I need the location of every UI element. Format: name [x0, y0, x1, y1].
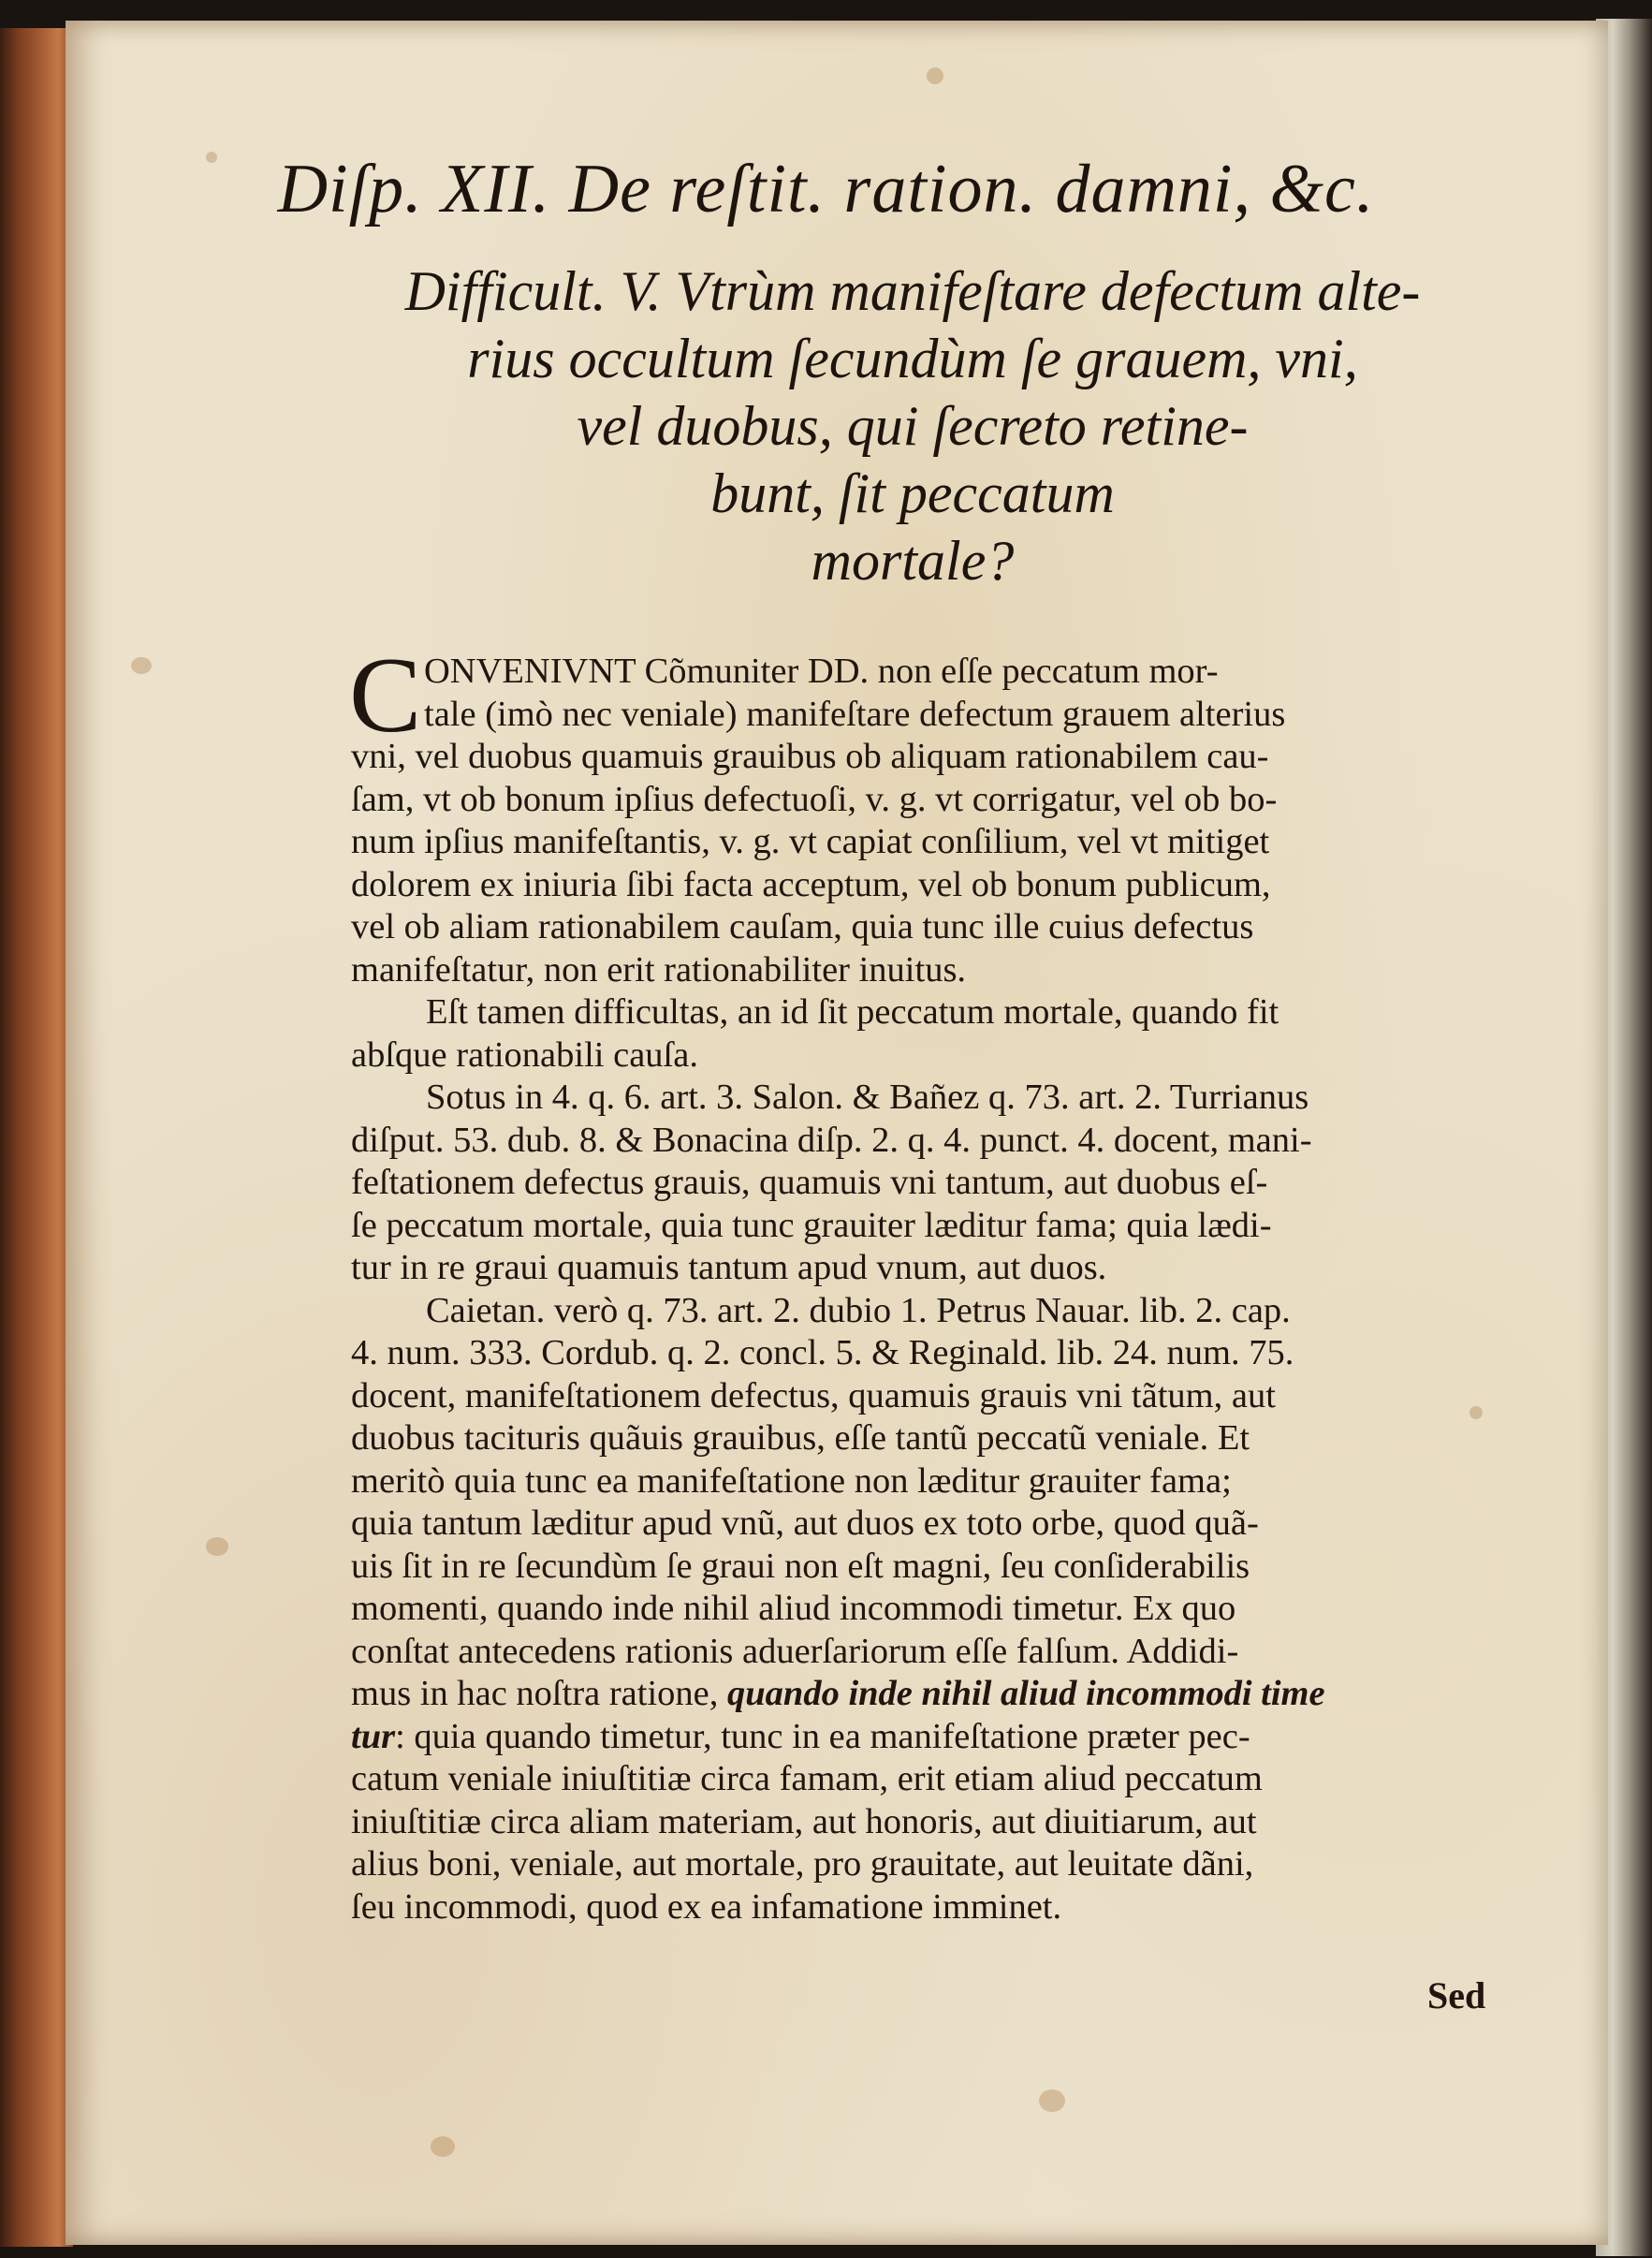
text-line: conſtat antecedens rationis aduerſariorum eſſe falſum. Addidi-: [351, 1631, 1239, 1671]
text-line: iniuſtitiæ circa aliam materiam, aut honoris, aut diuitiarum, aut: [351, 1801, 1257, 1841]
text-line: vni, vel duobus quamuis grauibus ob aliquam rationabilem cau-: [351, 737, 1269, 776]
drop-cap: C: [349, 636, 422, 755]
paragraph-3: [351, 1077, 1498, 1290]
foxing-spot: [206, 1537, 228, 1556]
text-line: quia tantum læditur apud vnũ, aut duos ex toto orbe, quod quã-: [351, 1503, 1259, 1543]
catchword: Sed: [1427, 1974, 1486, 2016]
paragraph-2: [351, 991, 1498, 1077]
text-run: mus in hac noſtra ratione,: [351, 1674, 727, 1713]
text-line: ſeu incommodi, quod ex ea infamatione imminet.: [351, 1886, 1062, 1927]
text-line: tale (imò nec veniale) manifeſtare defectum grauem alterius: [424, 694, 1286, 734]
running-header: Diſp. XII. De reſtit. ration. damni, &c.: [277, 151, 1375, 227]
text-line: duobus tacituris quãuis grauibus, eſſe tantũ peccatũ veniale. Et: [351, 1418, 1250, 1458]
text-line: [351, 1716, 1498, 1759]
text-line: catum veniale iniuſtitiæ circa famam, erit etiam aliud peccatum: [351, 1759, 1263, 1798]
text-line: manifeſtatur, non erit rationabiliter inuitus.: [351, 949, 967, 990]
text-line: num ipſius manifeſtantis, v. g. vt capiat conſilium, vel vt mitiget: [351, 822, 1270, 861]
text-line: meritò quia tunc ea manifeſtatione non læditur grauiter fama;: [351, 1460, 1232, 1501]
paragraph-1: [349, 636, 1498, 991]
text-line: vel ob aliam rationabilem cauſam, quia tunc ille cuius defectus: [351, 907, 1254, 946]
book-fore-edge-left: [0, 28, 73, 2247]
title-line: mortale?: [811, 530, 1015, 592]
text-line: Sotus in 4. q. 6. art. 3. Salon. & Bañez q. 73. art. 2. Turrianus: [426, 1078, 1309, 1117]
text-line: ſe peccatum mortale, quia tunc grauiter læditur fama; quia lædi-: [351, 1205, 1272, 1245]
text-line: Caietan. verò q. 73. art. 2. dubio 1. Petrus Nauar. lib. 2. cap.: [426, 1290, 1291, 1330]
text-line: feſtationem defectus grauis, quamuis vni tantum, aut duobus eſ-: [351, 1163, 1268, 1202]
foxing-spot: [431, 2136, 455, 2157]
text-line: ONVENIVNT Cõmuniter DD. non eſſe peccatum mor-: [424, 652, 1219, 691]
text-line: abſque rationabili cauſa.: [351, 1034, 698, 1075]
chapter-title: [309, 257, 1516, 594]
italic-run: tur: [351, 1716, 396, 1756]
italic-run: quando inde nihil aliud incommodi time: [727, 1674, 1325, 1713]
foxing-spot: [131, 657, 152, 674]
title-line: rius occultum ſecundùm ſe grauem, vni,: [467, 328, 1358, 389]
text-line: dolorem ex iniuria ſibi facta acceptum, vel ob bonum publicum,: [351, 864, 1271, 904]
title-line: bunt, ſit peccatum: [710, 462, 1115, 524]
paragraph-4: [351, 1290, 1498, 1929]
body-text: [349, 636, 1498, 1928]
text-line: 4. num. 333. Cordub. q. 2. concl. 5. & Reginald. lib. 24. num. 75.: [351, 1333, 1294, 1372]
text-line: docent, manifeſtationem defectus, quamuis grauis vni tãtum, aut: [351, 1375, 1276, 1415]
title-line: Difficult. V. Vtrùm manifeſtare defectum alte-: [404, 260, 1421, 322]
text-line: ſam, vt ob bonum ipſius defectuoſi, v. g. vt corrigatur, vel ob bo-: [351, 779, 1278, 819]
title-line: vel duobus, qui ſecreto retine-: [577, 395, 1249, 457]
text-line: diſput. 53. dub. 8. & Bonacina diſp. 2. q. 4. punct. 4. docent, mani-: [351, 1120, 1312, 1160]
text-line: Eſt tamen difficultas, an id ſit peccatum mortale, quando fit: [426, 992, 1279, 1032]
foxing-spot: [927, 67, 943, 84]
foxing-spot: [1039, 2089, 1065, 2112]
text-line: tur in re graui quamuis tantum apud vnum, aut duos.: [351, 1248, 1107, 1287]
text-line: [351, 1673, 1498, 1716]
text-line: alius boni, veniale, aut mortale, pro grauitate, aut leuitate dãni,: [351, 1844, 1254, 1884]
text-line: uis ſit in re ſecundùm ſe graui non eſt magni, ſeu conſiderabilis: [351, 1546, 1250, 1586]
text-line: momenti, quando inde nihil aliud incommodi timetur. Ex quo: [351, 1589, 1236, 1628]
text-run: : quia quando timetur, tunc in ea manifeſtatione præter pec-: [395, 1716, 1250, 1756]
